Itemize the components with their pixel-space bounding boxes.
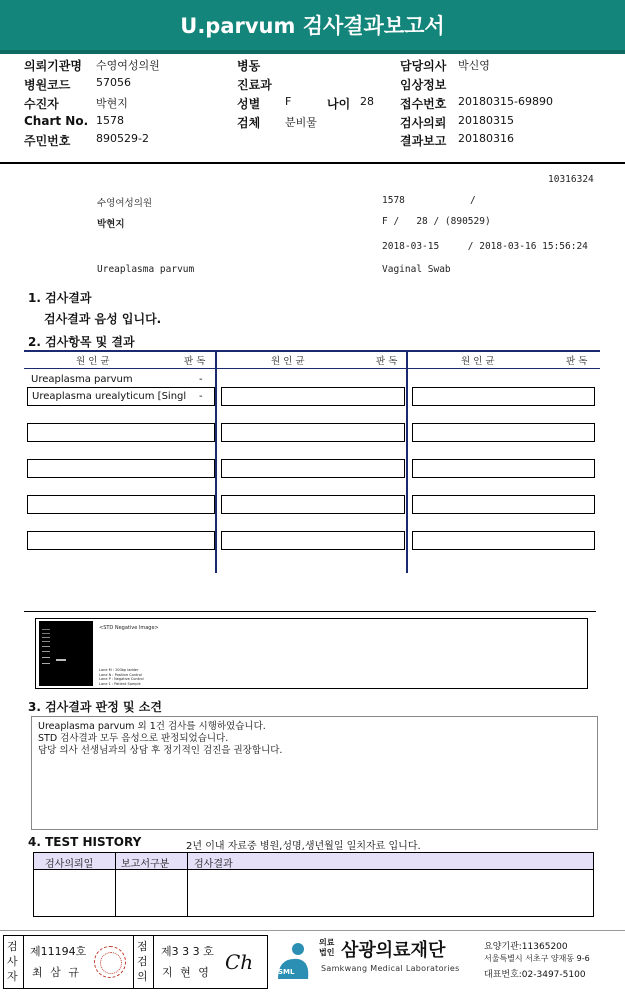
sig-divider: [153, 936, 154, 988]
label-receipt-no: 접수번호: [400, 97, 447, 111]
gel-image: [39, 621, 93, 686]
gel-legend-line: Lane P : Negative Control: [99, 677, 144, 681]
label-clinical-info: 임상정보: [400, 78, 447, 92]
value-request-date: 20180315: [458, 114, 514, 127]
section-1-title: 1. 검사결과: [28, 291, 92, 305]
section-1-result: 검사결과 음성 입니다.: [44, 312, 162, 326]
value-specimen: 분비물: [285, 116, 317, 129]
report-clinic: 수영여성의원: [97, 198, 153, 209]
seal-stamp: [94, 946, 126, 978]
finding-line: Ureaplasma parvum 외 1건 검사를 시행하였습니다.: [38, 721, 266, 732]
sml-logo-icon: [272, 937, 312, 987]
gel-legend: [99, 668, 144, 686]
value-age: 28: [360, 95, 374, 108]
value-receipt-no: 20180315-69890: [458, 95, 553, 108]
result-cell: [27, 459, 215, 478]
sig-divider: [23, 936, 24, 988]
col-pathogen-2: 원 인 균: [271, 356, 305, 367]
findings-text: [38, 721, 282, 757]
col-result-2: 판 독: [376, 356, 398, 367]
row-result-2: -: [199, 391, 203, 402]
signature: Ch: [225, 950, 254, 974]
result-cell: [412, 459, 595, 478]
footer-divider: [0, 930, 625, 931]
finding-line: 담당 의사 선생님과의 상담 후 정기적인 검진을 권장합니다.: [38, 745, 283, 756]
table-col-divider-2: [406, 350, 408, 573]
value-clinic: 수영여성의원: [96, 59, 160, 72]
result-cell: [27, 531, 215, 550]
tester-name: 최 삼 규: [32, 966, 81, 979]
gel-legend-line: Lane M : 100bp ladder: [99, 668, 139, 672]
result-cell: [221, 495, 405, 514]
table-bottom-line: [24, 611, 596, 612]
org-prefix-line: 법인: [319, 948, 335, 957]
table-top-line: [24, 350, 600, 352]
value-resident-no: 890529-2: [96, 132, 149, 145]
value-hospital-code: 57056: [96, 76, 131, 89]
finding-line: STD 검사결과 모두 음성으로 판정되었습니다.: [38, 733, 229, 744]
checker-label: 점검의: [137, 940, 148, 983]
value-sex: F: [285, 95, 292, 108]
report-slash: /: [470, 195, 476, 206]
header-divider: [0, 162, 625, 164]
gel-legend-line: Lane 1 : Patient Sample: [99, 681, 141, 686]
gel-legend-line: Lane N : Positive Control: [99, 672, 142, 677]
col-pathogen-3: 원 인 균: [461, 356, 495, 367]
section-3-title: 3. 검사결과 판정 및 소견: [28, 700, 162, 714]
org-english-name: Samkwang Medical Laboratories: [321, 964, 460, 973]
table-col-divider-1: [215, 350, 217, 573]
org-name: 삼광의료재단: [341, 940, 446, 961]
checker-name: 지 현 영: [162, 966, 211, 979]
result-cell: [412, 423, 595, 442]
label-age: 나이: [327, 97, 351, 111]
tester-label: 검사자: [7, 940, 18, 983]
report-patient: 박현지: [97, 219, 125, 230]
value-doctor: 박신영: [458, 59, 490, 72]
label-hospital-code: 병원코드: [24, 78, 71, 92]
section-4-title: 4. TEST HISTORY: [28, 835, 142, 849]
institution-code: 요양기관:11365200: [484, 942, 568, 952]
org-prefix: [319, 938, 334, 958]
report-chart: 1578: [382, 195, 405, 206]
value-chart-no: 1578: [96, 114, 124, 127]
col-result-1: 판 독: [184, 356, 206, 367]
value-report-date: 20180316: [458, 132, 514, 145]
report-title: U.parvum 검사결과보고서: [180, 14, 445, 38]
label-department: 진료과: [237, 78, 272, 92]
tester-number: 제11194호: [30, 945, 87, 958]
history-header-type: 보고서구분: [121, 859, 170, 870]
label-request-date: 검사의뢰: [400, 116, 447, 130]
col-result-3: 판 독: [566, 356, 588, 367]
sig-divider: [133, 936, 134, 988]
label-patient: 수진자: [24, 97, 59, 111]
result-cell: [221, 531, 405, 550]
report-sex-age: F / 28 / (890529): [382, 216, 491, 227]
phone: 대표번호:02-3497-5100: [484, 970, 586, 980]
result-cell: [221, 459, 405, 478]
org-prefix-line: 의료: [319, 938, 335, 947]
row-name-1: Ureaplasma parvum: [31, 374, 133, 385]
history-header-date: 검사의뢰일: [45, 859, 94, 870]
value-patient: 박현지: [96, 97, 128, 110]
label-resident-no: 주민번호: [24, 134, 71, 148]
label-clinic: 의뢰기관명: [24, 59, 82, 73]
section-2-title: 2. 검사항목 및 결과: [28, 335, 135, 349]
row-name-2: Ureaplasma urealyticum [Singl: [32, 391, 187, 402]
report-organism: Ureaplasma parvum: [97, 264, 195, 275]
history-col-divider: [115, 853, 116, 916]
col-pathogen-1: 원 인 균: [76, 356, 110, 367]
label-ward: 병동: [237, 59, 261, 73]
result-cell: [412, 531, 595, 550]
seal-inner: [100, 952, 122, 974]
report-specimen: Vaginal Swab: [382, 264, 451, 275]
history-header-result: 검사결과: [194, 859, 233, 870]
result-cell: [221, 387, 405, 406]
report-dates: 2018-03-15 / 2018-03-16 15:56:24: [382, 241, 588, 252]
address: 서울특별시 서초구 양재동 9-6: [484, 954, 590, 963]
gel-caption: <STD Negative Image>: [99, 625, 159, 631]
label-report-date: 결과보고: [400, 134, 447, 148]
history-note: 2년 이내 자료중 병원,성명,생년월일 일치자료 입니다.: [186, 841, 421, 852]
report-number: 10316324: [548, 174, 594, 185]
history-header-row: [34, 853, 593, 870]
result-cell: [27, 495, 215, 514]
label-chart-no: Chart No.: [24, 114, 89, 128]
history-col-divider: [187, 853, 188, 916]
result-cell: [27, 423, 215, 442]
label-doctor: 담당의사: [400, 59, 447, 73]
gel-bands: [39, 621, 93, 686]
logo-text: SML: [278, 968, 295, 976]
row-result-1: -: [199, 374, 203, 385]
checker-number: 제3 3 3 호: [161, 945, 214, 958]
table-header-line: [24, 368, 600, 369]
result-cell: [221, 423, 405, 442]
result-cell: [412, 387, 595, 406]
result-cell: [412, 495, 595, 514]
label-sex: 성별: [237, 97, 261, 111]
label-specimen: 검체: [237, 116, 261, 130]
